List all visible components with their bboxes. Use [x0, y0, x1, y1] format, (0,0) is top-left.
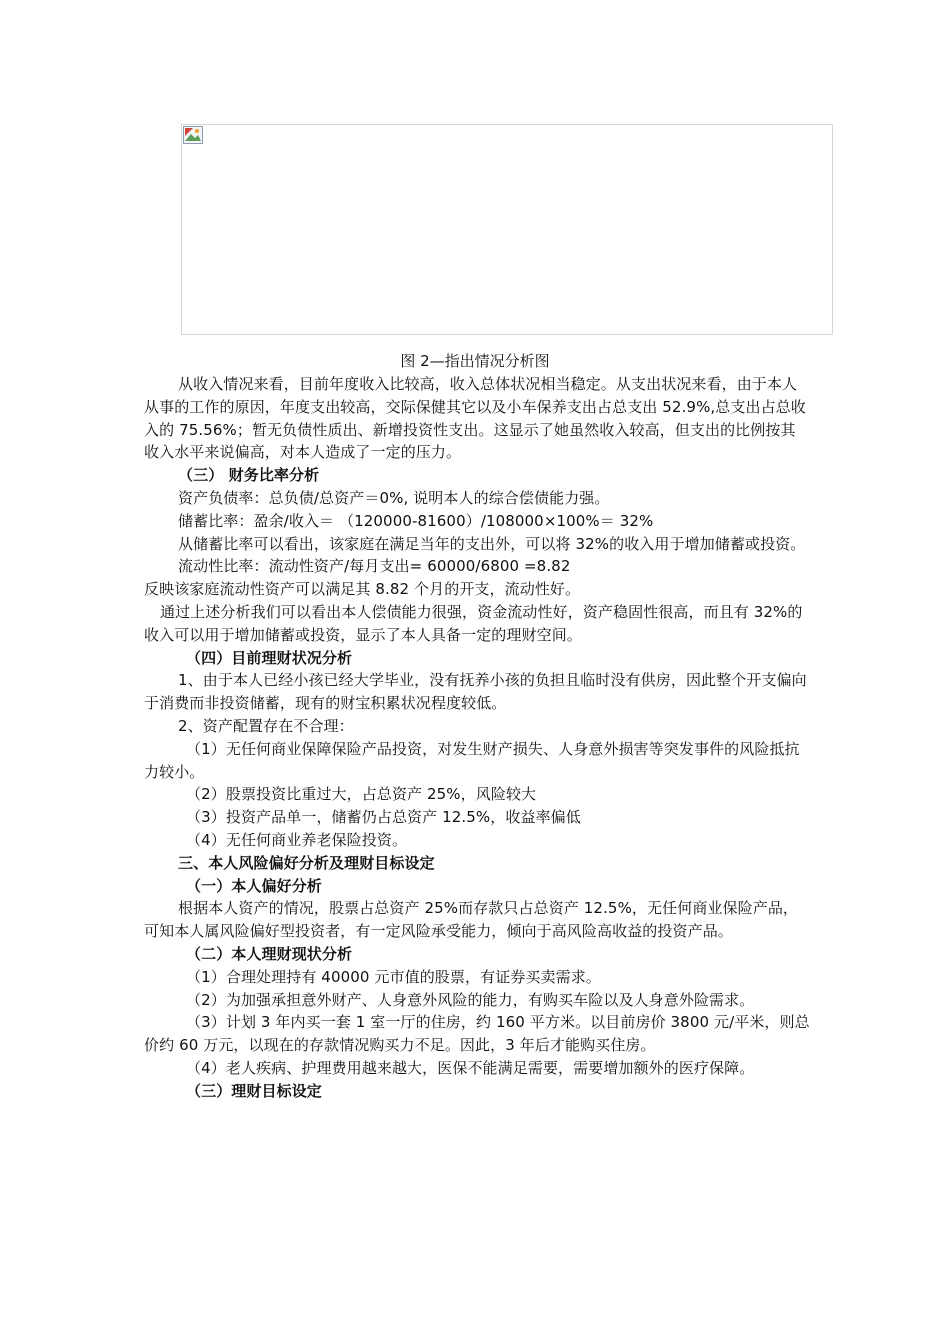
liquidity-ratio-comment: 反映该家庭流动性资产可以满足其 8.82 个月的开支，流动性好。 [144, 580, 581, 599]
ratio-summary-paragraph: 通过上述分析我们可以看出本人偿债能力很强，资金流动性好，资产稳固性很高，而且有 32%的收入可以用于增加储蓄或投资，显示了本人具备一定的理财空间。 [144, 602, 803, 644]
debt-ratio-line: 资产负债率：总负债/总资产＝0%, 说明本人的综合偿债能力强。 [178, 488, 610, 507]
figure-image-placeholder [181, 124, 833, 335]
current-item-1: （1）合理处理持有 40000 元市值的股票，有证券买卖需求。 [186, 967, 601, 986]
heading-goal-setting: （三）理财目标设定 [186, 1081, 322, 1100]
document-body [144, 373, 810, 1103]
broken-image-icon [183, 126, 203, 144]
status-item-2: 2、资产配置存在不合理： [178, 716, 354, 735]
heading-financial-ratio: （三） 财务比率分析 [178, 466, 320, 485]
savings-ratio-comment: 从储蓄比率可以看出，该家庭在满足当年的支出外，可以将 32%的收入用于增加储蓄或投资。 [178, 534, 806, 553]
status-item-2-2: （2）股票投资比重过大，占总资产 25%，风险较大 [186, 785, 537, 804]
current-item-3: （3）计划 3 年内买一套 1 室一厅的住房，约 160 平方米。以目前房价 3800 元/平米，则总价约 60 万元，以现在的存款情况购买力不足。因此，3 年后才能购买住房。 [144, 1013, 810, 1055]
current-item-4: （4）老人疾病、护理费用越来越大，医保不能满足需要，需要增加额外的医疗保障。 [186, 1058, 755, 1077]
liquidity-ratio-line: 流动性比率：流动性资产/每月支出= 60000/6800 =8.82 [178, 557, 571, 576]
figure-caption: 图 2—指出情况分析图 [400, 352, 550, 370]
current-item-2: （2）为加强承担意外财产、人身意外风险的能力，有购买车险以及人身意外险需求。 [186, 990, 755, 1009]
savings-ratio-line: 储蓄比率：盈余/收入＝ （120000-81600）/108000×100%＝ 32% [178, 511, 654, 530]
status-item-2-1: （1）无任何商业保障保险产品投资，对发生财产损失、人身意外损害等突发事件的风险抵抗力较小。 [144, 739, 800, 781]
heading-current-analysis: （二）本人理财现状分析 [186, 944, 353, 963]
status-item-2-3: （3）投资产品单一，储蓄仍占总资产 12.5%，收益率偏低 [186, 808, 581, 827]
income-expense-paragraph: 从收入情况来看，目前年度收入比较高，收入总体状况相当稳定。从支出状况来看，由于本人从事的工作的原因，年度支出较高，交际保健其它以及小车保养支出占总支出 52.9%,总支出占总收入的 75.56%；暂无负债性质出、新增投资性支出。这显示了她虽然收入较高，但支出的比例按其收入水平来说偏高，对本人造成了一定的压力。 [144, 375, 806, 462]
status-item-1: 1、由于本人已经小孩已经大学毕业，没有抚养小孩的负担且临时没有供房，因此整个开支偏向于消费而非投资储蓄，现有的财宝积累状况程度较低。 [144, 671, 807, 713]
preference-paragraph: 根据本人资产的情况，股票占总资产 25%而存款只占总资产 12.5%，无任何商业保险产品，可知本人属风险偏好型投资者，有一定风险承受能力，倾向于高风险高收益的投资产品。 [144, 899, 799, 941]
heading-current-status: （四）目前理财状况分析 [186, 648, 353, 667]
heading-preference: （一）本人偏好分析 [186, 876, 322, 895]
status-item-2-4: （4）无任何商业养老保险投资。 [186, 830, 408, 849]
heading-section-3: 三、本人风险偏好分析及理财目标设定 [178, 853, 435, 872]
